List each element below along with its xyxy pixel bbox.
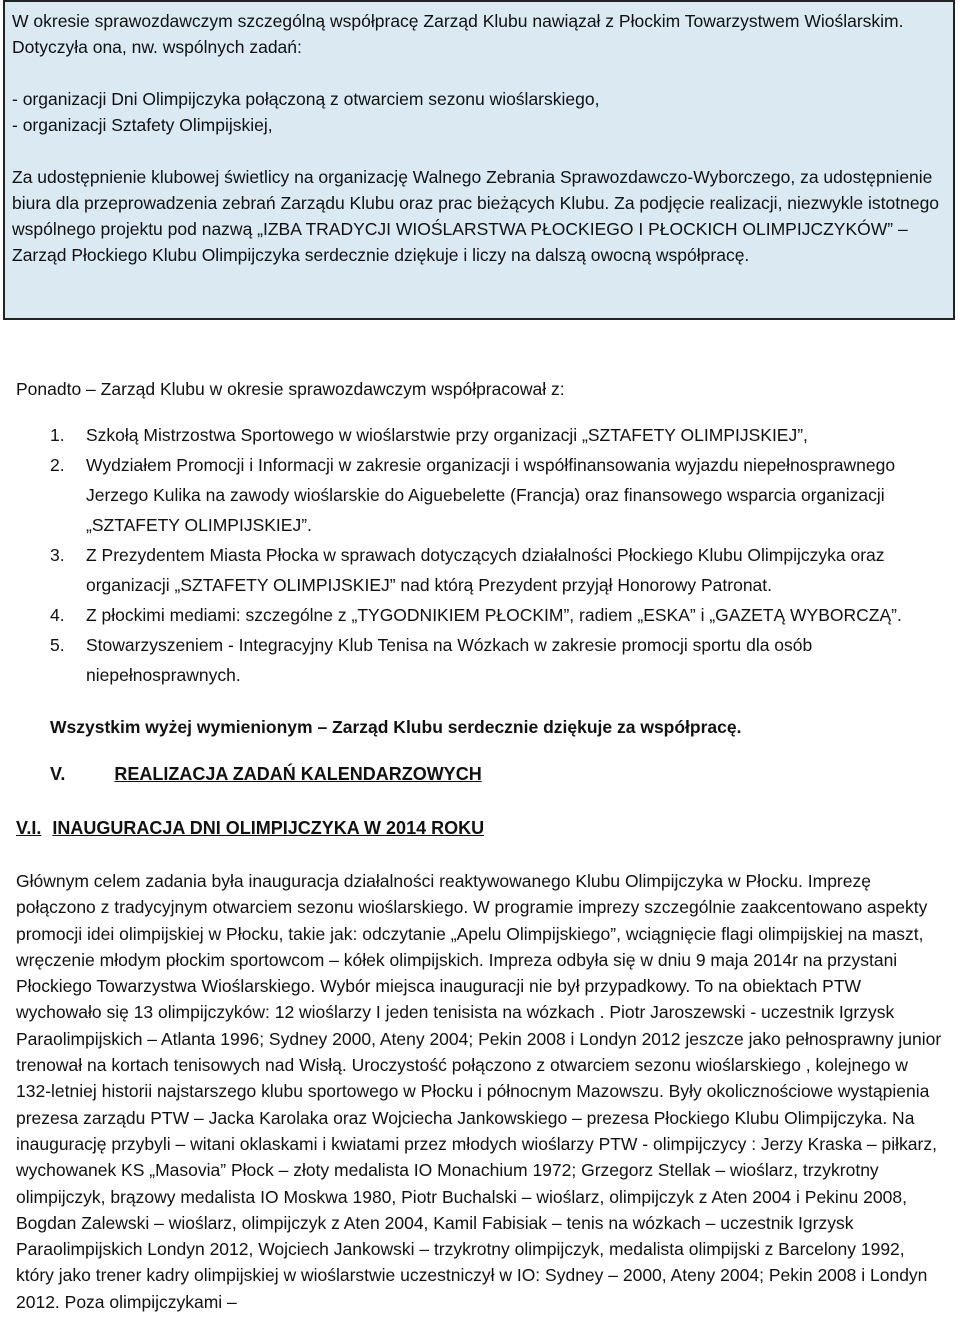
list-item-text: Szkołą Mistrzostwa Sportowego w wioślarstwie przy organizacji „SZTAFETY OLIMPIJSKIEJ”,	[86, 425, 808, 445]
box-paragraph-1: W okresie sprawozdawczym szczególną współpracę Zarząd Klubu nawiązał z Płockim Towarzystwem Wioślarskim. Dotyczyła ona, nw. wspólnych zadań:	[12, 11, 904, 57]
list-item	[16, 630, 946, 690]
highlighted-box	[3, 0, 955, 320]
list-item-number: 3.	[50, 545, 65, 565]
list-item-number: 5.	[50, 635, 65, 655]
cooperation-list	[16, 420, 946, 690]
body-paragraph: Głównym celem zadania była inauguracja działalności reaktywowanego Klubu Olimpijczyka w Płocku. Imprezę połączono z tradycyjnym otwarciem sezonu wioślarskiego. W programie imprezy szczególnie zaakcentowano aspekty promocji idei olimpijskiej w Płocku, takie jak: odczytanie „Apelu Olimpijskiego”, wciągnięcie flagi olimpijskiej na maszt, wręczenie młodym płockim sportowcom – kółek olimpijskich. Impreza odbyła się w dniu 9 maja 2014r na przystani Płockiego Towarzystwa Wioślarskiego. Wybór miejsca inauguracji nie był przypadkowy. To na obiektach PTW wychowało się 13 olimpijczyków: 12 wioślarzy I jeden tenisista na wózkach . Piotr Jaroszewski - uczestnik Igrzysk Paraolimpijskich – Atlanta 1996; Sydney 2000, Ateny 2004; Pekin 2008 i Londyn 2012 jeszcze jako pełnosprawny junior trenował na kortach tenisowych nad Wisłą. Uroczystość połączono z otwarciem sezonu wioślarskiego , kolejnego w 132-letniej historii najstarszego klubu sportowego w Płocku i północnym Mazowszu. Były okolicznościowe wystąpienia prezesa zarządu PTW – Jacka Karolaka oraz Wojciecha Jankowskiego – prezesa Płockiego Klubu Olimpijczyka. Na inaugurację przybyli – witani oklaskami i kwiatami przez młodych wioślarzy PTW - olimpijczycy : Jerzy Kraska – piłkarz, wychowanek KS „Masovia” Płock – złoty medalista IO Monachium 1972; Grzegorz Stellak – wioślarz, trzykrotny olimpijczyk, brązowy medalista IO Moskwa 1980, Piotr Buchalski – wioślarz, olimpijczyk z Aten 2004 i Pekinu 2008, Bogdan Zalewski – wioślarz, olimpijczyk z Aten 2004, Kamil Fabisiak – tenis na wózkach – uczestnik Igrzysk Paraolimpijskich Londyn 2012, Wojciech Jankowski – trzykrotny olimpijczyk, medalista olimpijski z Barcelony 1992, który jako trener kadry olimpijskiej w wioślarstwie uczestniczył w IO: Sydney – 2000, Ateny 2004; Pekin 2008 i Londyn 2012. Poza olimpijczykami –	[16, 871, 942, 1312]
box-list-item-1: - organizacji Dni Olimpijczyka połączoną z otwarciem sezonu wioślarskiego,	[12, 89, 600, 109]
section-v-number: V.	[50, 764, 66, 784]
list-item-text: Wydziałem Promocji i Informacji w zakresie organizacji i współfinansowania wyjazdu niepełnosprawnego Jerzego Kulika na zawody wioślarskie do Aiguebelette (Francja) oraz finansowego wsparcia organizacji „SZTAFETY OLIMPIJSKIEJ”.	[86, 455, 896, 535]
section-v-heading	[50, 764, 482, 785]
section-vi-heading	[16, 818, 484, 839]
list-item-text: Stowarzyszeniem - Integracyjny Klub Tenisa na Wózkach w zakresie promocji sportu dla osób niepełnosprawnych.	[86, 635, 813, 685]
cooperation-intro: Ponadto – Zarząd Klubu w okresie sprawozdawczym współpracował z:	[16, 379, 565, 399]
section-vi-number: V.I.	[16, 818, 42, 838]
list-item-text: Z Prezydentem Miasta Płocka w sprawach dotyczących działalności Płockiego Klubu Olimpijczyka oraz organizacji „SZTAFETY OLIMPIJSKIEJ” nad którą Prezydent przyjął Honorowy Patronat.	[86, 545, 885, 595]
list-item-number: 4.	[50, 605, 65, 625]
list-item-number: 2.	[50, 455, 65, 475]
list-item	[16, 540, 946, 600]
list-item	[16, 600, 946, 630]
box-paragraph-2: Za udostępnienie klubowej świetlicy na organizację Walnego Zebrania Sprawozdawczo-Wyborczego, za udostępnienie biura dla przeprowadzenia zebrań Zarządu Klubu oraz prac bieżących Klubu. Za podjęcie realizacji, niezwykle istotnego wspólnego projektu pod nazwą „IZBA TRADYCJI WIOŚLARSTWA PŁOCKIEGO I PŁOCKICH OLIMPIJCZYKÓW” – Zarząd Płockiego Klubu Olimpijczyka serdecznie dziękuje i liczy na dalszą owocną współpracę.	[12, 167, 940, 265]
section-vi-title: INAUGURACJA DNI OLIMPIJCZYKA W 2014 ROKU	[52, 818, 485, 838]
list-item-number: 1.	[50, 425, 65, 445]
list-item	[16, 420, 946, 450]
box-list-item-2: - organizacji Sztafety Olimpijskiej,	[12, 115, 273, 135]
list-item-text: Z płockimi mediami: szczególne z „TYGODNIKIEM PŁOCKIM”, radiem „ESKA” i „GAZETĄ WYBORCZĄ”.	[86, 605, 902, 625]
list-item	[16, 450, 946, 540]
section-v-title: REALIZACJA ZADAŃ KALENDARZOWYCH	[114, 764, 482, 784]
thanks-line: Wszystkim wyżej wymienionym – Zarząd Klubu serdecznie dziękuje za współpracę.	[50, 717, 742, 737]
